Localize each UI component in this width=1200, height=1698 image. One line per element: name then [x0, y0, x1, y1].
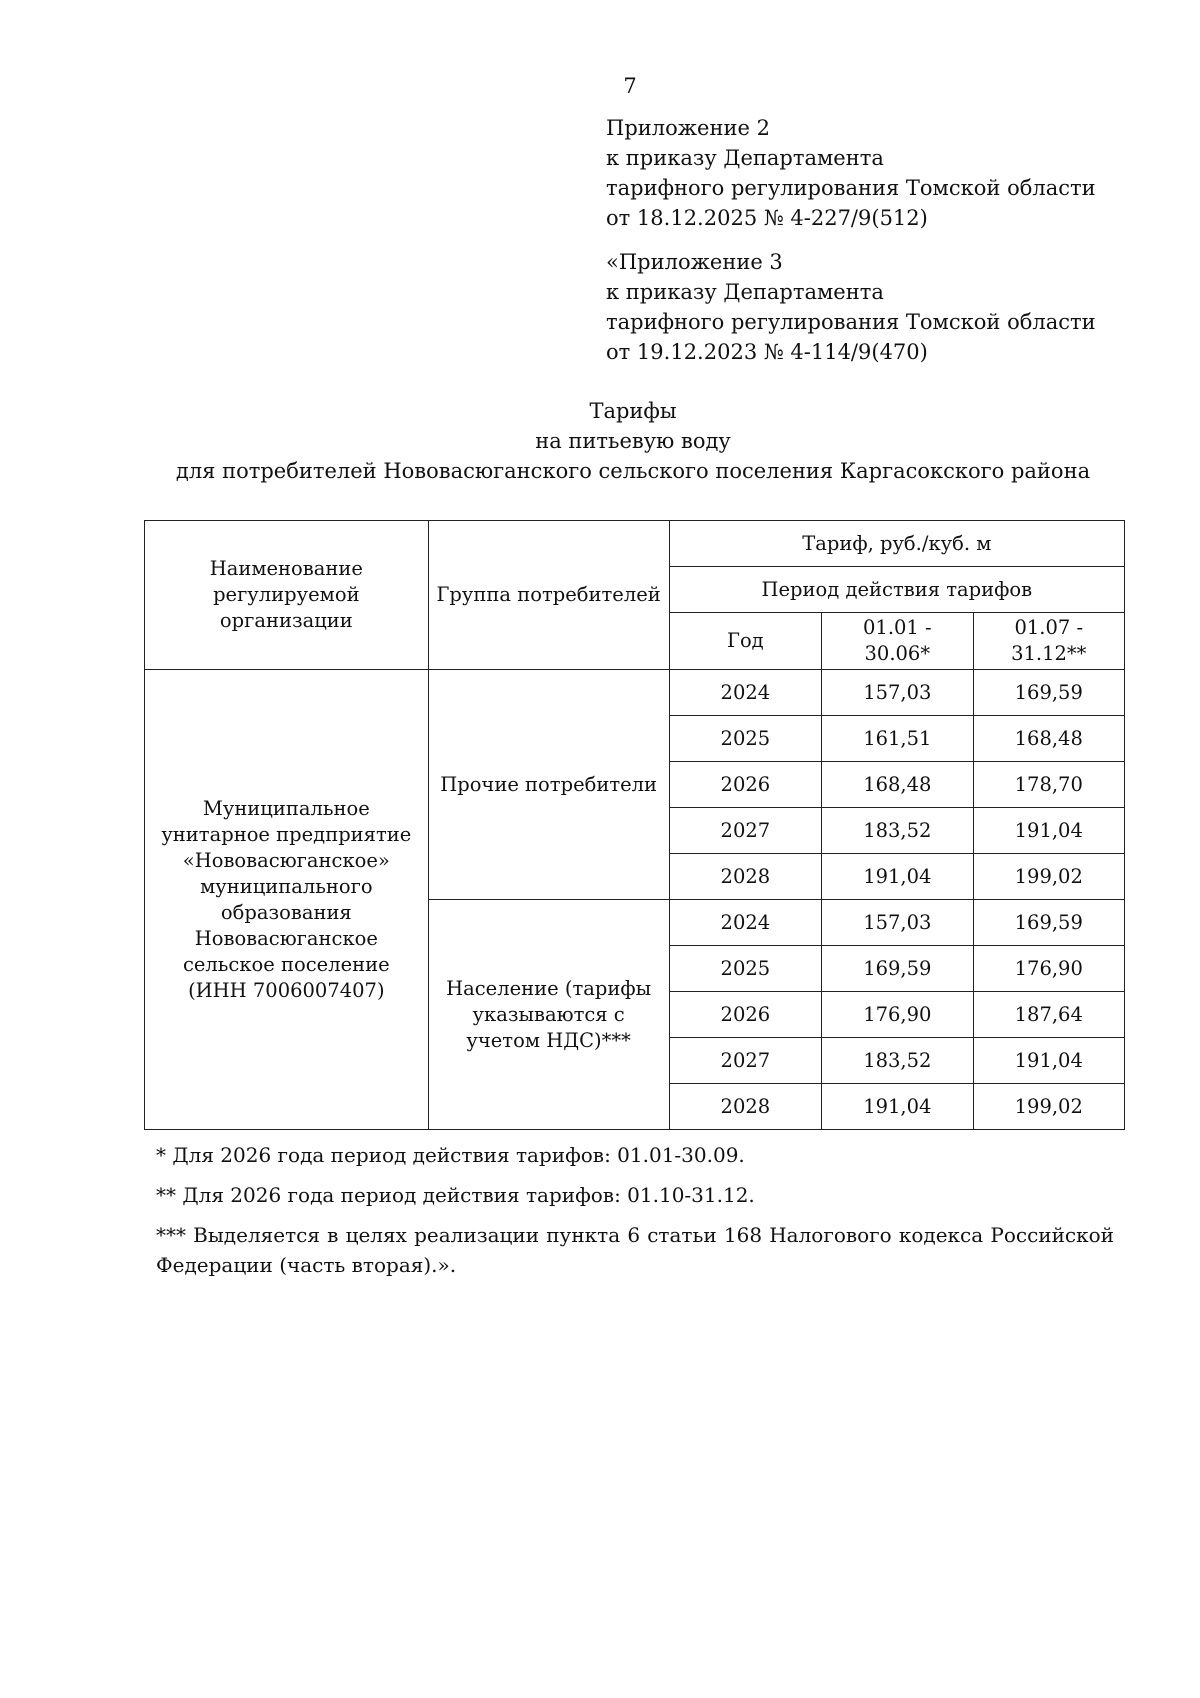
appendix-3-line: от 19.12.2023 № 4-114/9(470) — [606, 340, 928, 364]
header-tariff: Тариф, руб./куб. м — [669, 521, 1124, 567]
footnote: * Для 2026 года период действия тарифов: 01.01-30.09. — [156, 1143, 745, 1167]
tariff-cell: 191,04 — [973, 808, 1124, 854]
tariff-cell: 191,04 — [822, 1084, 973, 1130]
tariff-cell: 183,52 — [822, 808, 973, 854]
year-cell: 2027 — [669, 1038, 821, 1084]
group-cell: Население (тарифы указываются с учетом НДС)*** — [428, 900, 669, 1130]
year-cell: 2028 — [669, 1084, 821, 1130]
year-cell: 2026 — [669, 992, 821, 1038]
header-org: Наименование регулируемой организации — [145, 521, 429, 670]
tariff-cell: 161,51 — [822, 716, 973, 762]
tariff-cell: 191,04 — [973, 1038, 1124, 1084]
document-title — [0, 396, 1200, 486]
year-cell: 2028 — [669, 854, 821, 900]
tariff-cell: 199,02 — [973, 1084, 1124, 1130]
header-group: Группа потребителей — [428, 521, 669, 670]
appendix-3-line: тарифного регулирования Томской области — [606, 310, 1096, 334]
year-cell: 2025 — [669, 716, 821, 762]
tariff-cell: 157,03 — [822, 670, 973, 716]
tariff-cell: 168,48 — [973, 716, 1124, 762]
table-row — [145, 670, 1125, 716]
tariff-cell: 157,03 — [822, 900, 973, 946]
tariff-table — [144, 520, 1125, 1130]
tariff-cell: 199,02 — [973, 854, 1124, 900]
footnotes — [156, 1140, 1114, 1290]
tariff-cell: 178,70 — [973, 762, 1124, 808]
tariff-cell: 176,90 — [822, 992, 973, 1038]
organization-cell: Муниципальное унитарное предприятие «Нововасюганское» муниципального образования Нововасюганское сельское поселение (ИНН 7006007407) — [145, 670, 429, 1130]
appendix-2-line: от 18.12.2025 № 4-227/9(512) — [606, 206, 928, 230]
tariff-cell: 169,59 — [973, 900, 1124, 946]
appendix-3-block — [606, 247, 1096, 367]
tariff-cell: 169,59 — [822, 946, 973, 992]
year-cell: 2026 — [669, 762, 821, 808]
appendix-2-block — [606, 113, 1096, 233]
tariff-cell: 191,04 — [822, 854, 973, 900]
header-period-2: 01.07 - 31.12** — [973, 613, 1124, 670]
footnote: ** Для 2026 года период действия тарифов: 01.10-31.12. — [156, 1183, 755, 1207]
year-cell: 2024 — [669, 670, 821, 716]
appendix-2-line: тарифного регулирования Томской области — [606, 176, 1096, 200]
footnote: *** Выделяется в целях реализации пункта 6 статьи 168 Налогового кодекса Российской Федерации (часть вторая).». — [156, 1223, 1114, 1277]
appendix-2-title: Приложение 2 — [606, 116, 770, 140]
appendix-3-line: к приказу Департамента — [606, 280, 884, 304]
tariff-cell: 168,48 — [822, 762, 973, 808]
page-number: 7 — [623, 74, 637, 98]
appendix-2-line: к приказу Департамента — [606, 146, 884, 170]
tariff-cell: 183,52 — [822, 1038, 973, 1084]
header-period-1: 01.01 - 30.06* — [822, 613, 973, 670]
year-cell: 2024 — [669, 900, 821, 946]
title-line: для потребителей Нововасюганского сельского поселения Каргасокского района — [175, 459, 1091, 483]
header-period: Период действия тарифов — [669, 567, 1124, 613]
title-line: Тарифы — [589, 399, 677, 423]
appendix-3-title: «Приложение 3 — [606, 250, 783, 274]
tariff-cell: 169,59 — [973, 670, 1124, 716]
tariff-cell: 176,90 — [973, 946, 1124, 992]
title-line: на питьевую воду — [535, 429, 731, 453]
header-year: Год — [669, 613, 821, 670]
group-cell: Прочие потребители — [428, 670, 669, 900]
year-cell: 2027 — [669, 808, 821, 854]
tariff-cell: 187,64 — [973, 992, 1124, 1038]
year-cell: 2025 — [669, 946, 821, 992]
